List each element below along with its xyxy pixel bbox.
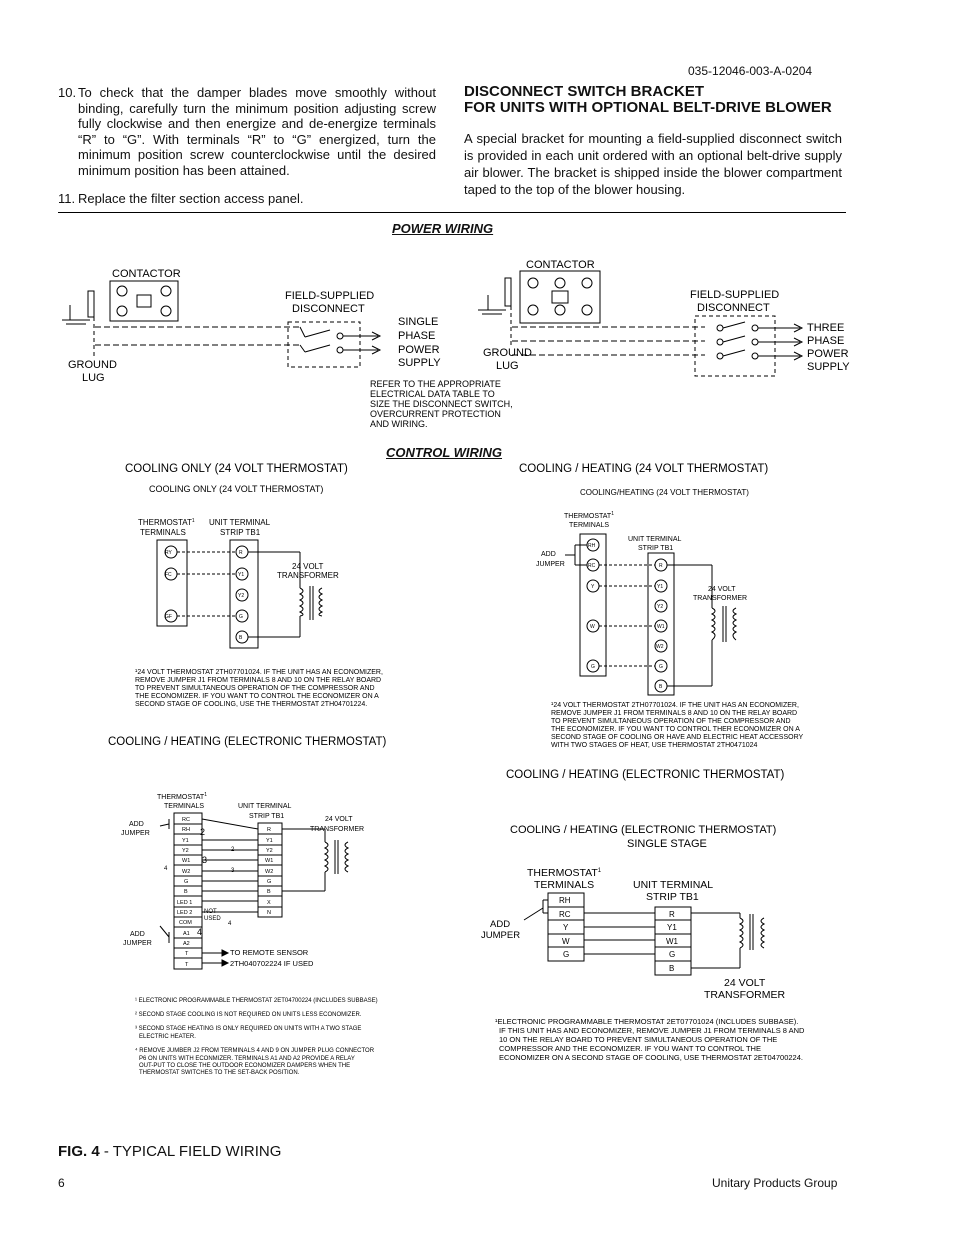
contactor-terminal [117, 306, 127, 316]
terminal-label: RH [588, 543, 596, 549]
thermostat-terminal-block [580, 534, 606, 676]
document-number: 035-12046-003-A-0204 [688, 64, 813, 78]
sensor-arrow [222, 950, 228, 956]
transformer-coil [300, 588, 303, 616]
diagram-sublabel: COOLING ONLY (24 VOLT THERMOSTAT) [149, 484, 324, 494]
transformer-label: TRANSFORMER [310, 826, 365, 833]
supply-label: THREE [807, 322, 845, 334]
terminal-label: G [591, 664, 595, 670]
disconnect-label: DISCONNECT [697, 302, 770, 314]
thermostat-label: TERMINALS [534, 879, 595, 891]
contactor-coil [137, 295, 151, 307]
power-note-line: OVERCURRENT PROTECTION [370, 409, 501, 419]
page-number: 6 [58, 1176, 65, 1190]
figure-caption-text: - TYPICAL FIELD WIRING [99, 1143, 282, 1160]
jumper-label: ADD [130, 931, 145, 938]
switch-contact [337, 333, 343, 339]
terminal-label: G [669, 950, 676, 959]
footnote-line: THERMOSTAT SWITCHES TO THE SET-BACK POSITION. [139, 1070, 300, 1076]
terminal-label: Y2 [266, 848, 273, 854]
disconnect-label: DISCONNECT [292, 303, 365, 315]
footnote-line: SECOND STAGE OF COOLING, USE THE THERMOSTAT 2TH04701224. [135, 701, 368, 708]
footnote-line: ¹ELECTRONIC PROGRAMMABLE THERMOSTAT 2ET07701024 (INCLUDES SUBBASE). [495, 1017, 799, 1026]
terminal-label: Y1 [182, 838, 189, 844]
supply-label: SUPPLY [398, 357, 441, 369]
footnote-line: ¹ ELECTRONIC PROGRAMMABLE THERMOSTAT 2ET04700224 (INCLUDES SUBBASE) [135, 998, 378, 1004]
section-body: A special bracket for mounting a field-supplied disconnect switch is provided in each unit ordered with an optional belt-drive supply air blower. The bracket is shipped inside the blower compartment taped to the top of the blower housing. [464, 131, 842, 197]
footnote-line: ⁴ REMOVE JUMBER J2 FROM TERMINALS 4 AND 9 ON JUMPER PLUG CONNECTOR [135, 1048, 375, 1054]
contactor-label: CONTACTOR [112, 268, 181, 280]
transformer-coil [761, 918, 764, 948]
diagram-label: COOLING / HEATING (24 VOLT THERMOSTAT) [519, 463, 769, 475]
footnote-line: ¹24 VOLT THERMOSTAT 2TH07701024. IF THE UNIT HAS AN ECONOMIZER, [135, 669, 383, 676]
terminal-label: G [267, 879, 272, 885]
switch-contact [717, 325, 723, 331]
footnote-mark: 2 [200, 827, 206, 837]
footnote-line: IF THIS UNIT HAS AND ECONOMIZER, REMOVE JUMPER J1 FROM TERMINALS 8 AND [499, 1026, 805, 1035]
terminal-label: LED 1 [177, 900, 193, 906]
diagram-sublabel: SINGLE STAGE [627, 838, 707, 850]
terminal-label: B [184, 889, 188, 895]
thermostat-label: TERMINALS [140, 528, 186, 537]
switch-contact [337, 347, 343, 353]
contactor-terminal [528, 278, 538, 288]
not-used-label: NOT [204, 909, 217, 915]
contactor-terminal [582, 305, 592, 315]
thermostat-label: THERMOSTAT$^1$ [138, 518, 195, 527]
terminal-label: W2 [265, 869, 274, 875]
terminal-label: Y2 [238, 593, 245, 599]
terminal-label: R [659, 563, 663, 569]
footnote-line: REMOVE JUMPER J1 FROM TERMINALS 8 AND 10 ON THE RELAY BOARD [551, 710, 798, 717]
terminal-label: G [239, 614, 243, 620]
jumper-pointer [160, 926, 169, 937]
footnote-line: COMPRESSOR AND THE ECONOMIZER. IF YOU WANT TO CONTROL THE [499, 1044, 761, 1053]
power-note-line: REFER TO THE APPROPRIATE [370, 379, 501, 389]
contactor-label: CONTACTOR [526, 259, 595, 271]
unit-strip-label: UNIT TERMINAL [209, 518, 271, 527]
contactor-terminal [555, 278, 565, 288]
transformer-label: 24 VOLT [325, 816, 353, 823]
diagram-label: COOLING ONLY (24 VOLT THERMOSTAT) [125, 463, 348, 475]
terminal-label: RH [559, 896, 571, 905]
ground-label: GROUND [483, 347, 532, 359]
figure-label: FIG. 4 [58, 1143, 100, 1160]
supply-label: POWER [807, 348, 849, 360]
terminal-label: Y2 [657, 604, 664, 610]
diagram-sublabel: COOLING/HEATING (24 VOLT THERMOSTAT) [580, 488, 749, 497]
remote-sensor-label: 2TH040702224 IF USED [230, 959, 314, 968]
contactor-terminal [528, 305, 538, 315]
jumper-pointer [160, 824, 169, 826]
terminal-label: G [184, 879, 189, 885]
footnote-line: SECOND STAGE OF COOLING OR HAVE AND ELECTRIC HEAT ACCESSORY [551, 734, 804, 741]
terminal-label: T [185, 962, 189, 968]
footnote-line: ECONOMIZER ON A SECOND STAGE OF COOLING, USE THERMOSTAT 2ET04700224. [499, 1053, 803, 1062]
footnote-line: 10 ON THE RELAY BOARD TO PREVENT SIMULTANEOUS OPERATION OF THE [499, 1035, 778, 1044]
thermostat-label: THERMOSTAT$^1$ [527, 867, 602, 879]
footnote-mark: 3 [202, 855, 208, 865]
diagram-sublabel: COOLING / HEATING (ELECTRONIC THERMOSTAT) [510, 824, 777, 836]
section-title-line: FOR UNITS WITH OPTIONAL BELT-DRIVE BLOWER [464, 99, 832, 116]
terminal-label: R [267, 827, 271, 833]
supply-label: PHASE [807, 335, 845, 347]
supply-label: SUPPLY [807, 361, 850, 373]
terminal-label: RH [182, 827, 190, 833]
transformer-coil [712, 608, 715, 640]
step-text: Replace the filter section access panel. [78, 191, 304, 206]
switch-contact [752, 339, 758, 345]
thermostat-label: TERMINALS [164, 803, 205, 810]
power-diagram-three-phase [478, 271, 802, 376]
footnote-mark: 4 [164, 866, 168, 872]
terminal-label: Y [563, 923, 569, 932]
control-diagram-electronic-single-stage [524, 893, 764, 975]
terminal-label: RC [182, 817, 190, 823]
switch-blade [723, 322, 745, 328]
supply-label: PHASE [398, 330, 436, 342]
unit-strip-label: UNIT TERMINAL [238, 803, 292, 810]
disconnect-wire [300, 345, 305, 352]
terminal-label: B [669, 964, 675, 973]
contactor-terminal [117, 286, 127, 296]
transformer-label: 24 VOLT [292, 562, 324, 571]
switch-contact [717, 353, 723, 359]
thermostat-label: THERMOSTAT$^1$ [564, 511, 614, 520]
terminal-label: Y [591, 584, 595, 590]
transformer-label: TRANSFORMER [704, 989, 786, 1001]
terminal-label: Y1 [266, 838, 273, 844]
ground-lug [505, 278, 511, 306]
transformer-label: TRANSFORMER [277, 571, 339, 580]
terminal-label: R [669, 910, 675, 919]
switch-blade [723, 336, 745, 342]
footnote-mark: 4 [197, 927, 203, 937]
jumper-label: ADD [129, 821, 144, 828]
transformer-label: 24 VOLT [708, 586, 736, 593]
terminal-label: W1 [657, 624, 665, 630]
ground-lug [88, 291, 94, 317]
contactor-terminal [582, 278, 592, 288]
jumper-label: JUMPER [121, 830, 150, 837]
unit-strip-label: STRIP TB1 [249, 813, 285, 820]
switch-blade [723, 350, 745, 356]
terminal-label: COM [179, 920, 192, 926]
footnote-mark: 4 [228, 921, 232, 927]
company-name: Unitary Products Group [712, 1176, 838, 1190]
transformer-coil [740, 918, 743, 948]
step-number: 11. [58, 191, 76, 206]
terminal-label: W [590, 624, 595, 630]
footnote-line: TO PREVENT SIMULTANEOUS OPERATION OF THE COMPRESSOR AND [135, 685, 375, 692]
switch-contact [752, 353, 758, 359]
contactor-terminal [161, 286, 171, 296]
power-note-line: SIZE THE DISCONNECT SWITCH, [370, 399, 513, 409]
control-wire [202, 819, 258, 829]
terminal-label: W [562, 937, 570, 946]
footnote-line: THE ECONOMIZER. IF YOU WANT TO CONTROL THE ECONOMIZER ON A [135, 693, 379, 700]
thermostat-label: TERMINALS [569, 522, 610, 529]
footnote-line: P6 ON UNITS WITH ECONMIZER. TERMINALS A1 AND A2 PROVIDE A RELAY [139, 1056, 355, 1062]
footnote-line: TO PREVENT SIMULTANEOUS OPERATION OF THE COMPRESSOR AND [551, 718, 791, 725]
diagram-label: COOLING / HEATING (ELECTRONIC THERMOSTAT) [506, 769, 785, 781]
terminal-label: W2 [182, 869, 191, 875]
terminal-label: X [267, 900, 271, 906]
step-text: To check that the damper blades move smoothly without binding, carefully turn the minimum position adjusting screw fully clockwise and then energize and de-energize terminals “R” to “G”. With terminals “R” to “G” energized, turn the minimum position screw counterclockwise until the desired minimum position has been attained. [78, 85, 436, 178]
jumper-label: JUMPER [481, 930, 521, 941]
terminal-label: T [185, 951, 189, 957]
terminal-label: RY [165, 550, 172, 556]
terminal-label: Y2 [182, 848, 189, 854]
transformer-label: TRANSFORMER [693, 595, 748, 602]
contactor-coil [552, 291, 568, 303]
power-wiring-header: POWER WIRING [392, 221, 494, 236]
terminal-label: W1 [182, 858, 191, 864]
terminal-label: Y1 [667, 923, 677, 932]
jumper-pointer [524, 908, 543, 920]
contactor-terminal [555, 305, 565, 315]
footnote-mark: 2 [231, 847, 235, 853]
ground-label: LUG [82, 372, 105, 384]
supply-label: POWER [398, 344, 440, 356]
control-wiring-header: CONTROL WIRING [386, 445, 503, 460]
contactor-box [110, 281, 178, 321]
transformer-coil [345, 842, 348, 872]
section-title-line: DISCONNECT SWITCH BRACKET [464, 83, 704, 100]
terminal-label: LED 2 [177, 910, 193, 916]
unit-strip-label: STRIP TB1 [638, 545, 674, 552]
footnote-line: THE ECONOMIZER. IF YOU WANT TO CONTROL THER ECONOMIZER ON A [551, 726, 800, 733]
unit-strip-label: UNIT TERMINAL [633, 879, 714, 891]
terminal-label: G [659, 664, 663, 670]
power-note-line: ELECTRICAL DATA TABLE TO [370, 389, 495, 399]
ground-label: LUG [496, 360, 519, 372]
disconnect-label: FIELD-SUPPLIED [690, 289, 780, 301]
switch-contact [752, 325, 758, 331]
thermostat-label: THERMOSTAT$^1$ [157, 792, 207, 801]
transformer-coil [319, 588, 322, 616]
terminal-label: R [239, 550, 243, 556]
jumper-label: ADD [541, 551, 556, 558]
switch-blade [305, 345, 330, 352]
jumper-label: JUMPER [536, 561, 565, 568]
unit-strip-label: STRIP TB1 [220, 528, 261, 537]
figure-caption [58, 1143, 281, 1160]
terminal-label: Y1 [657, 584, 664, 590]
switch-contact [717, 339, 723, 345]
terminal-label: G [563, 950, 570, 959]
disconnect-wire [300, 327, 305, 337]
transformer-coil [733, 608, 736, 640]
footnote-line: ² SECOND STAGE COOLING IS NOT REQUIRED ON UNITS LESS ECONOMIZER. [135, 1012, 362, 1018]
footnote-line: REMOVE JUMPER J1 FROM TERMINALS 8 AND 10 ON THE RELAY BOARD [135, 677, 382, 684]
ground-label: GROUND [68, 359, 117, 371]
footnote-line: ³ SECOND STAGE HEATING IS ONLY REQUIRED ON UNITS WITH A TWO STAGE [135, 1026, 362, 1032]
terminal-label: W1 [265, 858, 274, 864]
power-note-line: AND WIRING. [370, 419, 428, 429]
terminal-label: B [659, 684, 663, 690]
footnote-line: ¹24 VOLT THERMOSTAT 2TH07701024. IF THE UNIT HAS AN ECONOMIZER, [551, 702, 799, 709]
diagram-label: COOLING / HEATING (ELECTRONIC THERMOSTAT) [108, 736, 387, 748]
terminal-label: GF [165, 614, 172, 620]
contactor-terminal [161, 306, 171, 316]
terminal-label: W2 [656, 644, 664, 650]
transformer-label: 24 VOLT [724, 977, 766, 989]
footnote-line: WITH TWO STAGES OF HEAT, USE THERMOSTAT 2TH0471024 [551, 742, 758, 749]
not-used-label: USED [204, 916, 221, 922]
terminal-label: Y1 [238, 572, 245, 578]
disconnect-label: FIELD-SUPPLIED [285, 290, 375, 302]
footnote-line: OUT-PUT TO CLOSE THE OUTDOOR ECONOMIZER DAMPERS WHEN THE [139, 1063, 351, 1069]
terminal-label: W1 [666, 937, 678, 946]
switch-blade [305, 330, 330, 337]
terminal-label: N [267, 910, 271, 916]
footnote-mark: 3 [231, 868, 235, 874]
terminal-label: RC [559, 910, 571, 919]
sensor-arrow [222, 960, 228, 966]
jumper-label: JUMPER [123, 940, 152, 947]
terminal-label: A2 [183, 941, 190, 947]
unit-strip-label: STRIP TB1 [646, 891, 699, 903]
unit-strip-label: UNIT TERMINAL [628, 536, 682, 543]
transformer-coil [325, 842, 328, 872]
terminal-label: RC [588, 563, 596, 569]
jumper-label: ADD [490, 919, 511, 930]
terminal-label: A1 [183, 931, 190, 937]
terminal-label: B [239, 635, 243, 641]
remote-sensor-label: TO REMOTE SENSOR [230, 948, 309, 957]
supply-label: SINGLE [398, 316, 439, 328]
footnote-line: ELECTRIC HEATER. [139, 1034, 196, 1040]
thermostat-terminal-block [157, 540, 187, 626]
terminal-label: FC [165, 572, 172, 578]
control-diagram-cooling-heating-24v [565, 534, 736, 695]
terminal-label: B [267, 889, 271, 895]
step-number: 10. [58, 85, 77, 100]
